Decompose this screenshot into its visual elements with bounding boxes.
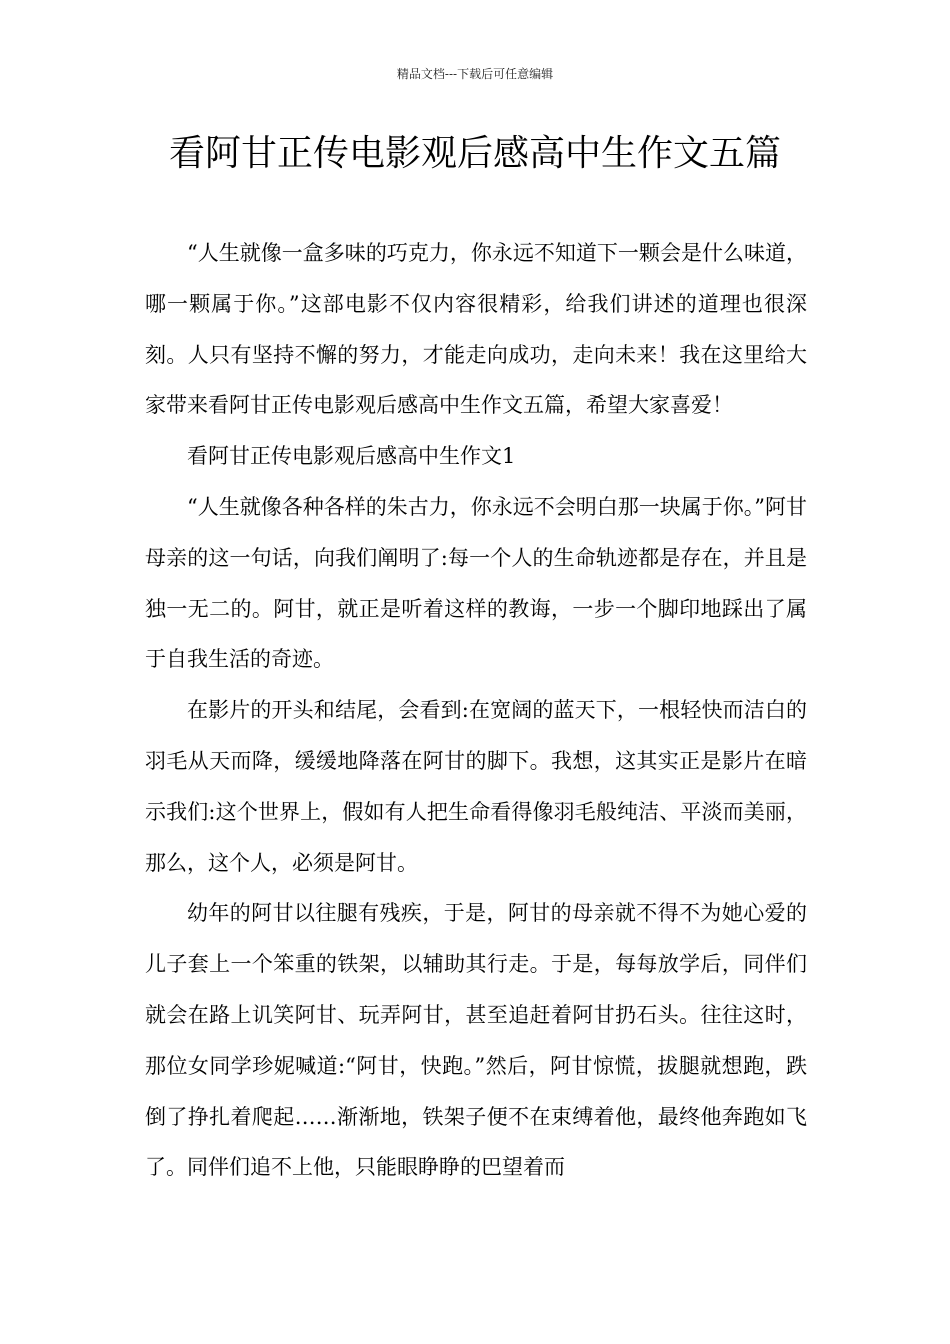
section-heading: 看阿甘正传电影观后感高中生作文1	[187, 444, 516, 469]
document-title: 看阿甘正传电影观后感高中生作文五篇	[168, 133, 781, 174]
body-paragraph: “人生就像各种各样的朱古力，你永远不会明白那一块属于你。”阿甘母亲的这一句话，向我们阐明了:每一个人的生命轨迹都是存在，并且是独一无二的。阿甘，就正是听着这样的教诲，一步一个脚印地踩出了属于自我生活的奇迹。	[145, 494, 807, 672]
header-note: 精品文档---下载后可任意编辑	[396, 67, 554, 81]
document-body	[145, 228, 807, 1193]
body-paragraph: 在影片的开头和结尾，会看到:在宽阔的蓝天下，一根轻快而洁白的羽毛从天而降，缓缓地降落在阿甘的脚下。我想，这其实正是影片在暗示我们:这个世界上，假如有人把生命看得像羽毛般纯洁、平淡而美丽，那么，这个人，必须是阿甘。	[145, 698, 807, 875]
intro-paragraph: “人生就像一盒多味的巧克力，你永远不知道下一颗会是什么味道，哪一颗属于你。”这部电影不仅内容很精彩，给我们讲述的道理也很深刻。人只有坚持不懈的努力，才能走向成功，走向未来！我在这里给大家带来看阿甘正传电影观后感高中生作文五篇，希望大家喜爱！	[145, 241, 807, 418]
body-paragraph: 幼年的阿甘以往腿有残疾，于是，阿甘的母亲就不得不为她心爱的儿子套上一个笨重的铁架，以辅助其行走。于是，每每放学后，同伴们就会在路上讥笑阿甘、玩弄阿甘，甚至追赶着阿甘扔石头。往往这时，那位女同学珍妮喊道:“阿甘，快跑。”然后，阿甘惊慌，拔腿就想跑，跌倒了挣扎着爬起……渐渐地，铁架子便不在束缚着他，最终他奔跑如飞了。同伴们追不上他，只能眼睁睁的巴望着而	[145, 901, 807, 1180]
